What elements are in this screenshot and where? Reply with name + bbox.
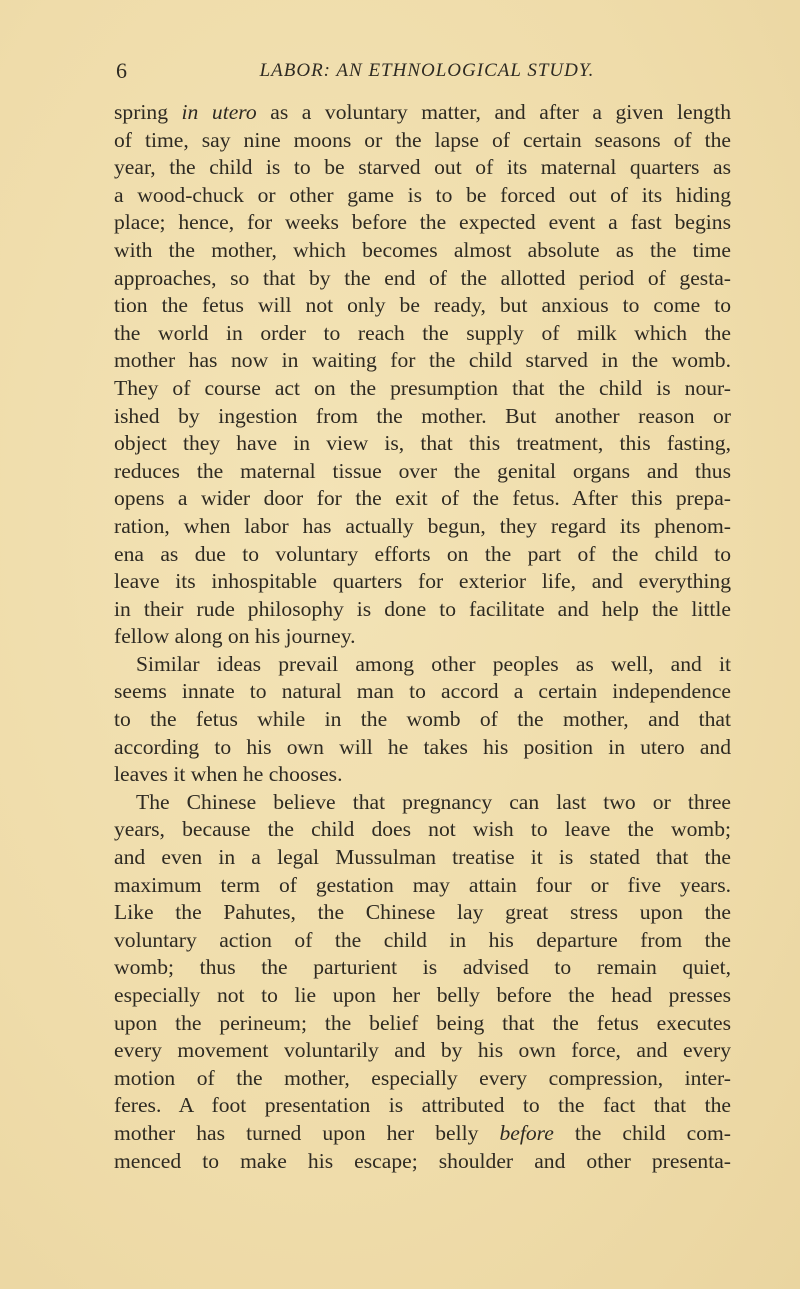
text-line: with the mother, which becomes almost absolute as the time bbox=[114, 237, 731, 262]
text-line: of time, say nine moons or the lapse of certain seasons of the bbox=[114, 127, 731, 152]
text-line: Like the Pahutes, the Chinese lay great stress upon the bbox=[114, 900, 731, 925]
text-run: as a voluntary matter, and after a given length bbox=[256, 100, 731, 124]
text-line: fellow along on his journey. bbox=[114, 624, 356, 649]
text-line: reduces the maternal tissue over the genital organs and thus bbox=[114, 458, 731, 483]
text-run: spring bbox=[114, 100, 182, 124]
text-line: to the fetus while in the womb of the mother, and that bbox=[114, 707, 731, 732]
text-line: according to his own will he takes his position in utero and bbox=[114, 734, 731, 759]
text-line: and even in a legal Mussulman treatise it is stated that the bbox=[114, 845, 731, 870]
text-line: approaches, so that by the end of the allotted period of gesta- bbox=[114, 265, 731, 290]
text-line: object they have in view is, that this treatment, this fasting, bbox=[114, 431, 731, 456]
text-line bbox=[114, 1120, 731, 1148]
text-line: mother has now in waiting for the child starved in the womb. bbox=[114, 348, 731, 373]
text-line: ration, when labor has actually begun, they regard its phenom- bbox=[114, 513, 731, 538]
text-line: tion the fetus will not only be ready, but anxious to come to bbox=[114, 293, 731, 318]
italic-text: in utero bbox=[181, 100, 257, 124]
text-line: seems innate to natural man to accord a certain independence bbox=[114, 679, 731, 704]
text-line: opens a wider door for the exit of the fetus. After this prepa- bbox=[114, 486, 731, 511]
text-line: ena as due to voluntary efforts on the part of the child to bbox=[114, 541, 731, 566]
text-line: upon the perineum; the belief being that the fetus executes bbox=[114, 1010, 731, 1035]
text-line: womb; thus the parturient is advised to remain quiet, bbox=[114, 955, 731, 980]
text-line: the world in order to reach the supply of milk which the bbox=[114, 320, 731, 345]
text-line: place; hence, for weeks before the expected event a fast begins bbox=[114, 210, 731, 235]
text-run: mother has turned upon her belly bbox=[114, 1120, 500, 1145]
text-line: They of course act on the presumption that the child is nour- bbox=[114, 375, 731, 400]
text-line: ished by ingestion from the mother. But another reason or bbox=[114, 403, 731, 428]
body-text bbox=[114, 99, 731, 1175]
text-line: years, because the child does not wish to leave the womb; bbox=[114, 817, 731, 842]
running-title: LABOR: AN ETHNOLOGICAL STUDY. bbox=[259, 60, 595, 81]
text-line: a wood-chuck or other game is to be forced out of its hiding bbox=[114, 182, 731, 207]
text-line: leaves it when he chooses. bbox=[114, 762, 343, 787]
text-line: The Chinese believe that pregnancy can last two or three bbox=[136, 789, 731, 814]
text-line bbox=[114, 99, 731, 127]
text-line: maximum term of gestation may attain four or five years. bbox=[114, 872, 731, 897]
text-run: the child com- bbox=[553, 1120, 731, 1145]
text-line: voluntary action of the child in his departure from the bbox=[114, 927, 731, 952]
page-number: 6 bbox=[116, 58, 127, 83]
text-line: menced to make his escape; shoulder and other presenta- bbox=[114, 1148, 731, 1173]
text-line: motion of the mother, especially every compression, inter- bbox=[114, 1065, 731, 1090]
text-line: feres. A foot presentation is attributed to the fact that the bbox=[114, 1093, 731, 1118]
text-line: leave its inhospitable quarters for exterior life, and everything bbox=[114, 569, 731, 594]
text-line: especially not to lie upon her belly before the head presses bbox=[114, 983, 731, 1007]
text-line: every movement voluntarily and by his own force, and every bbox=[114, 1038, 731, 1063]
page-header bbox=[114, 58, 730, 88]
italic-text: before bbox=[499, 1120, 554, 1145]
text-line: in their rude philosophy is done to facilitate and help the little bbox=[114, 596, 731, 621]
text-line: Similar ideas prevail among other peoples as well, and it bbox=[136, 651, 731, 676]
text-line: year, the child is to be starved out of its maternal quarters as bbox=[114, 155, 731, 180]
